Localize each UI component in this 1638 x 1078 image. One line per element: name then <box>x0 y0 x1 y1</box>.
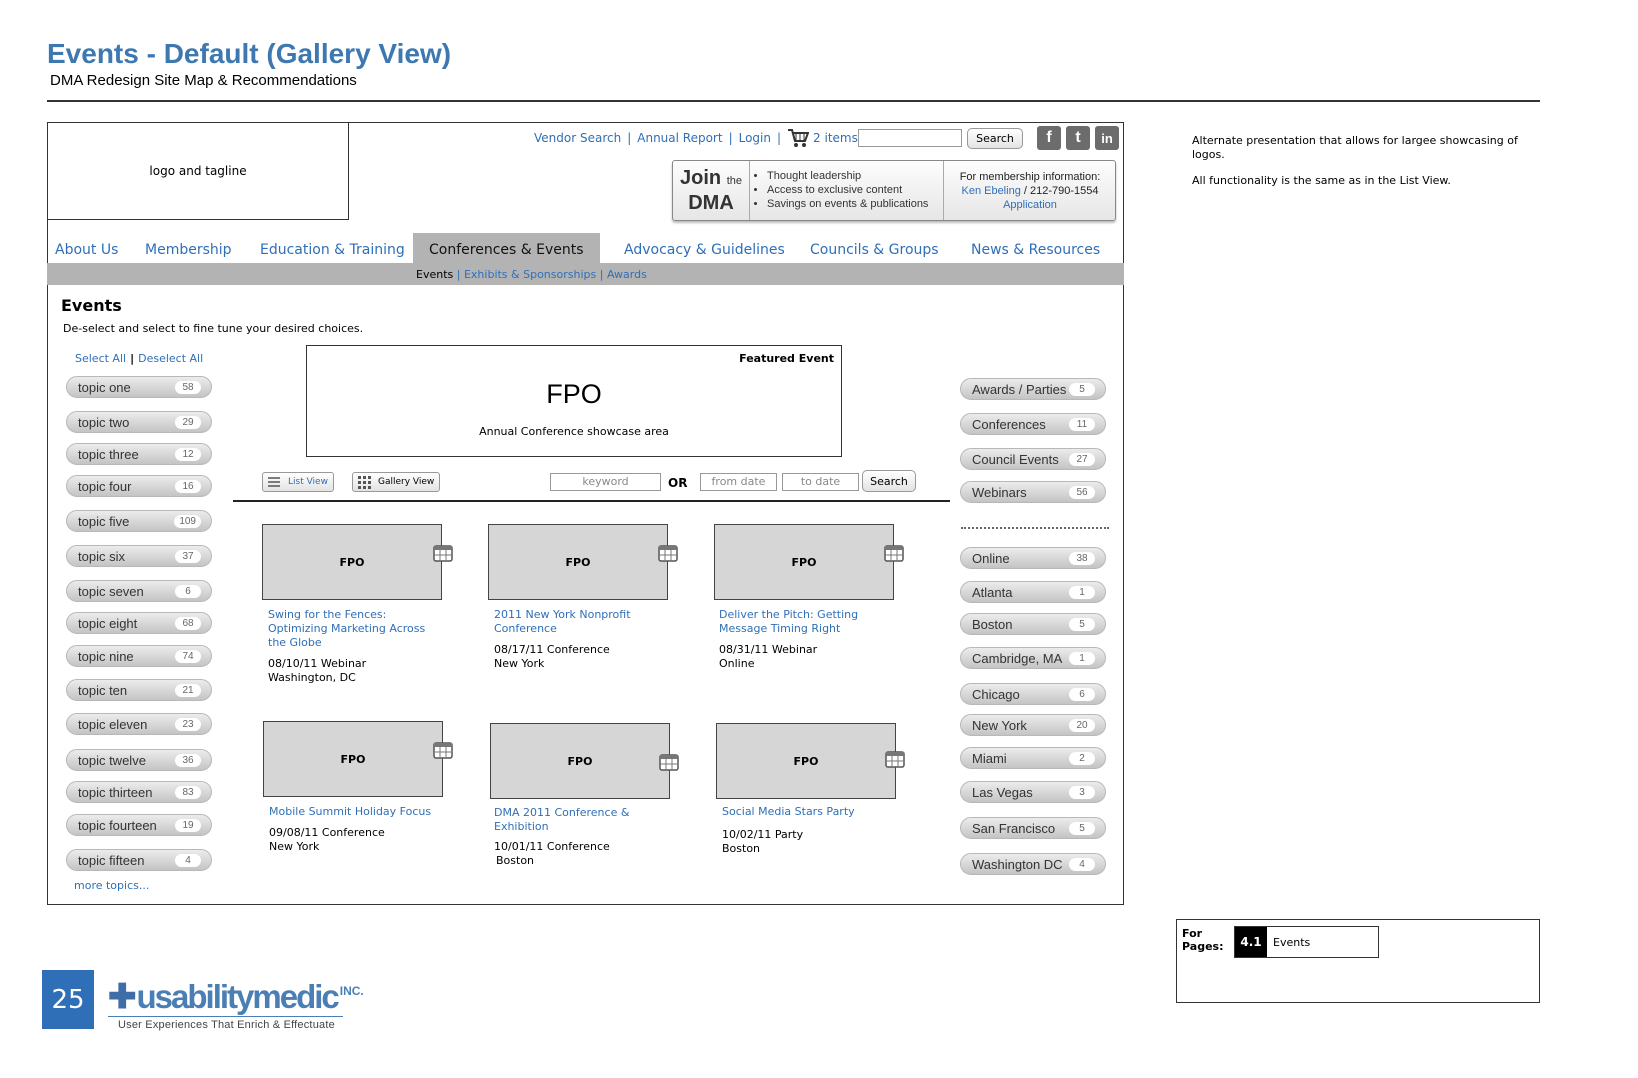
event-card-location: Boston <box>496 854 535 867</box>
event-card-date-type: 10/01/11 Conference <box>494 840 610 853</box>
grid-icon <box>356 475 372 489</box>
contact-phone: / 212-790-1554 <box>1023 185 1099 197</box>
page-subtitle: DMA Redesign Site Map & Recommendations <box>50 72 357 89</box>
event-card-image[interactable]: FPO <box>262 524 442 600</box>
topic-label: topic fifteen <box>78 853 145 868</box>
twitter-icon[interactable]: t <box>1066 126 1090 150</box>
filter-search-button[interactable]: Search <box>862 470 916 492</box>
page-number: 25 <box>42 970 94 1029</box>
calendar-icon[interactable] <box>433 544 453 562</box>
topic-count-badge: 58 <box>175 381 201 394</box>
medical-cross-icon: ✚ <box>108 978 135 1016</box>
location-count-badge: 1 <box>1069 586 1095 599</box>
nav-conferences-events[interactable]: Conferences & Events <box>413 233 600 263</box>
topic-count-badge: 6 <box>175 585 201 598</box>
topic-pill[interactable] <box>66 443 212 465</box>
annual-report-link[interactable]: Annual Report <box>637 131 723 145</box>
topic-count-badge: 74 <box>175 650 201 663</box>
location-count-badge: 6 <box>1069 688 1095 701</box>
event-card-date-type: 08/17/11 Conference <box>494 643 610 656</box>
location-count-badge: 4 <box>1069 858 1095 871</box>
brand-tagline: User Experiences That Enrich & Effectuate <box>118 1019 335 1031</box>
location-pill[interactable] <box>960 581 1106 603</box>
location-label: Atlanta <box>972 585 1013 600</box>
util-separator: | <box>728 131 733 145</box>
topic-label: topic thirteen <box>78 785 153 800</box>
nav-advocacy-guidelines[interactable]: Advocacy & Guidelines <box>624 242 785 258</box>
vendor-search-link[interactable]: Vendor Search <box>534 131 622 145</box>
cart-icon[interactable] <box>787 128 809 148</box>
join-word: Join <box>680 167 722 189</box>
header-search-input[interactable] <box>858 129 962 147</box>
list-view-label: List View <box>288 477 328 487</box>
topic-label: topic eleven <box>78 717 148 732</box>
location-pill[interactable] <box>960 683 1106 705</box>
event-card-image[interactable]: FPO <box>488 524 668 600</box>
filter-divider <box>233 500 950 502</box>
filter-separator <box>961 527 1109 529</box>
subnav-events[interactable]: Events <box>416 268 454 281</box>
topic-count-badge: 23 <box>175 718 201 731</box>
calendar-icon[interactable] <box>884 544 904 562</box>
event-card-title[interactable]: Social Media Stars Party <box>722 805 855 818</box>
header-search-button[interactable]: Search <box>967 128 1023 149</box>
page-reference <box>1234 926 1379 958</box>
topic-pill[interactable] <box>66 781 212 803</box>
join-benefit: • Savings on events & publications <box>767 197 928 211</box>
event-card-date-type: 08/10/11 Webinar <box>268 657 367 670</box>
topic-pill[interactable] <box>66 376 212 398</box>
event-card-location: Boston <box>722 842 761 855</box>
events-description: De-select and select to fine tune your desired choices. <box>63 322 364 335</box>
deselect-all-link[interactable]: Deselect All <box>138 352 204 365</box>
event-card-date-type: 10/02/11 Party <box>722 828 804 841</box>
topic-label: topic three <box>78 447 139 462</box>
brand-suffix: INC. <box>339 984 364 998</box>
gallery-view-label: Gallery View <box>378 477 435 487</box>
for-pages-label-line: Pages: <box>1182 940 1224 953</box>
topic-count-badge: 21 <box>175 684 201 697</box>
subnav-awards[interactable]: Awards <box>606 268 647 281</box>
for-pages-box <box>1176 919 1540 1003</box>
topic-count-badge: 68 <box>175 617 201 630</box>
location-count-badge: 20 <box>1069 719 1095 732</box>
location-label: Online <box>972 551 1010 566</box>
topic-pill[interactable] <box>66 679 212 701</box>
facebook-icon[interactable]: f <box>1037 126 1061 150</box>
topic-label: topic five <box>78 514 130 529</box>
nav-about-us[interactable]: About Us <box>55 242 119 258</box>
calendar-icon[interactable] <box>659 753 679 771</box>
annotation-note <box>1192 134 1532 200</box>
topic-label: topic seven <box>78 584 144 599</box>
nav-education-training[interactable]: Education & Training <box>260 242 405 258</box>
list-icon <box>266 475 282 489</box>
event-type-label: Webinars <box>972 485 1027 500</box>
location-pill[interactable] <box>960 547 1106 569</box>
topic-count-badge: 36 <box>175 754 201 767</box>
event-type-pill[interactable] <box>960 378 1106 400</box>
topic-pill[interactable] <box>66 713 212 735</box>
annotation-line: Alternate presentation that allows for largee showcasing of logos. <box>1192 134 1518 161</box>
page-reference-name: Events <box>1273 935 1311 949</box>
brand-logo <box>108 974 364 1031</box>
event-card-title[interactable]: Deliver the Pitch: Getting Message Timing Right <box>719 608 859 635</box>
subnav-exhibits-sponsorships[interactable]: Exhibits & Sponsorships <box>463 268 597 281</box>
event-card-location: Washington, DC <box>268 671 356 684</box>
event-card-image[interactable]: FPO <box>263 721 443 797</box>
list-view-button[interactable] <box>262 472 334 492</box>
topic-pill[interactable] <box>66 411 212 433</box>
subnav-separator: | <box>456 268 461 281</box>
location-count-badge: 3 <box>1069 786 1095 799</box>
location-count-badge: 38 <box>1069 552 1095 565</box>
topic-pill[interactable] <box>66 612 212 634</box>
utility-nav <box>534 128 858 148</box>
topic-pill[interactable] <box>66 749 212 771</box>
event-type-pill[interactable] <box>960 413 1106 435</box>
calendar-icon[interactable] <box>885 750 905 768</box>
event-card-location: Online <box>719 657 755 670</box>
location-label: Cambridge, MA <box>972 651 1063 666</box>
event-type-count-badge: 56 <box>1069 486 1095 499</box>
event-card-date-type: 09/08/11 Conference <box>269 826 385 839</box>
join-the-word: the <box>726 175 742 187</box>
gallery-view-button[interactable] <box>352 472 440 492</box>
location-pill[interactable] <box>960 817 1106 839</box>
topic-pill[interactable] <box>66 849 212 871</box>
event-card-title[interactable]: Swing for the Fences: Optimizing Marketing Across the Globe <box>268 608 426 649</box>
event-card-image[interactable]: FPO <box>490 723 670 799</box>
topic-pill[interactable] <box>66 475 212 497</box>
event-type-pill[interactable] <box>960 481 1106 503</box>
event-type-count-badge: 5 <box>1069 383 1095 396</box>
topic-label: topic fourteen <box>78 818 157 833</box>
join-dma-banner[interactable] <box>672 160 1116 221</box>
login-link[interactable]: Login <box>738 131 771 145</box>
event-card-location: New York <box>494 657 545 670</box>
keyword-input[interactable]: keyword <box>550 473 661 491</box>
topic-pill[interactable] <box>66 510 212 532</box>
logo-placeholder[interactable] <box>47 122 349 220</box>
application-link[interactable]: Application <box>1003 199 1057 211</box>
event-type-count-badge: 27 <box>1069 453 1095 466</box>
events-heading: Events <box>61 296 122 315</box>
event-type-label: Conferences <box>972 417 1046 432</box>
location-label: Boston <box>972 617 1013 632</box>
featured-fpo: FPO <box>546 379 602 409</box>
for-pages-label <box>1182 927 1223 953</box>
location-count-badge: 2 <box>1069 752 1095 765</box>
location-label: Miami <box>972 751 1007 766</box>
calendar-icon[interactable] <box>658 544 678 562</box>
calendar-icon[interactable] <box>433 741 453 759</box>
featured-event-label: Featured Event <box>739 352 834 365</box>
to-date-input[interactable]: to date <box>782 473 859 491</box>
join-dma-title <box>673 161 750 220</box>
title-divider <box>47 100 1540 102</box>
page-reference-number: 4.1 <box>1235 927 1267 957</box>
event-type-count-badge: 11 <box>1069 418 1095 431</box>
location-pill[interactable] <box>960 613 1106 635</box>
main-nav <box>47 233 1124 263</box>
contact-name-link[interactable]: Ken Ebeling <box>961 185 1021 197</box>
location-pill[interactable] <box>960 853 1106 875</box>
location-label: Las Vegas <box>972 785 1033 800</box>
topic-pill[interactable] <box>66 580 212 602</box>
event-card-title[interactable]: DMA 2011 Conference & Exhibition <box>494 806 630 833</box>
linkedin-icon[interactable]: in <box>1095 126 1119 150</box>
topic-count-badge: 29 <box>175 416 201 429</box>
event-type-pill[interactable] <box>960 448 1106 470</box>
event-card-location: New York <box>269 840 320 853</box>
location-pill[interactable] <box>960 747 1106 769</box>
topic-label: topic ten <box>78 683 128 698</box>
event-card-image[interactable]: FPO <box>714 524 894 600</box>
select-links: Select All | Deselect All <box>75 352 204 365</box>
util-separator: | <box>627 131 632 145</box>
featured-caption: Annual Conference showcase area <box>479 425 669 438</box>
location-count-badge: 5 <box>1069 618 1095 631</box>
event-type-label: Awards / Parties <box>972 382 1067 397</box>
topic-label: topic two <box>78 415 130 430</box>
join-benefits-list <box>753 169 928 211</box>
or-label: OR <box>668 476 688 490</box>
topic-count-badge: 83 <box>175 786 201 799</box>
for-pages-label-line: For <box>1182 927 1203 940</box>
topic-label: topic six <box>78 549 125 564</box>
page-title: Events - Default (Gallery View) <box>47 38 452 69</box>
topic-count-badge: 12 <box>175 448 201 461</box>
annotation-line: All functionality is the same as in the List View. <box>1192 174 1451 187</box>
select-all-link[interactable]: Select All <box>75 352 127 365</box>
nav-news-resources[interactable]: News & Resources <box>971 242 1101 258</box>
logo-label: logo and tagline <box>149 164 247 178</box>
topic-label: topic four <box>78 479 132 494</box>
event-card-date-type: 08/31/11 Webinar <box>719 643 818 656</box>
brand-wordmark: usabilitymedic <box>136 978 338 1015</box>
location-pill[interactable] <box>960 647 1106 669</box>
topic-count-badge: 16 <box>175 480 201 493</box>
topic-count-badge: 19 <box>175 819 201 832</box>
topic-pill[interactable] <box>66 545 212 567</box>
from-date-input[interactable]: from date <box>700 473 777 491</box>
topic-label: topic twelve <box>78 753 146 768</box>
location-count-badge: 5 <box>1069 822 1095 835</box>
event-card-title[interactable]: Mobile Summit Holiday Focus <box>269 805 432 818</box>
subnav-separator: | <box>599 268 604 281</box>
topic-label: topic eight <box>78 616 138 631</box>
join-benefit: • Access to exclusive content <box>767 183 928 197</box>
topic-count-badge: 109 <box>174 515 201 528</box>
location-count-badge: 1 <box>1069 652 1095 665</box>
location-pill[interactable] <box>960 781 1106 803</box>
nav-membership[interactable]: Membership <box>145 242 232 258</box>
location-label: Washington DC <box>972 857 1063 872</box>
membership-contact <box>943 161 1116 220</box>
topic-count-badge: 37 <box>175 550 201 563</box>
sub-nav <box>47 263 1124 285</box>
join-benefit: • Thought leadership <box>767 169 928 183</box>
event-card-title[interactable]: 2011 New York Nonprofit Conference <box>494 608 631 635</box>
topic-pill[interactable] <box>66 645 212 667</box>
featured-event[interactable] <box>306 345 842 457</box>
location-label: New York <box>972 718 1027 733</box>
util-separator: | <box>776 131 782 145</box>
location-label: San Francisco <box>972 821 1056 836</box>
location-label: Chicago <box>972 687 1020 702</box>
nav-councils-groups[interactable]: Councils & Groups <box>810 242 939 258</box>
more-topics-link[interactable]: more topics... <box>74 879 150 892</box>
event-card-image[interactable]: FPO <box>716 723 896 799</box>
topic-pill[interactable] <box>66 814 212 836</box>
cart-items-link[interactable]: 2 items <box>813 131 858 145</box>
topic-count-badge: 4 <box>175 854 201 867</box>
brand-rule <box>108 1016 343 1017</box>
join-dma-word: DMA <box>688 192 734 214</box>
membership-info-label: For membership information: <box>959 171 1101 183</box>
topic-label: topic nine <box>78 649 134 664</box>
event-type-label: Council Events <box>972 452 1059 467</box>
location-pill[interactable] <box>960 714 1106 736</box>
topic-label: topic one <box>78 380 131 395</box>
brand-name <box>108 974 364 1014</box>
